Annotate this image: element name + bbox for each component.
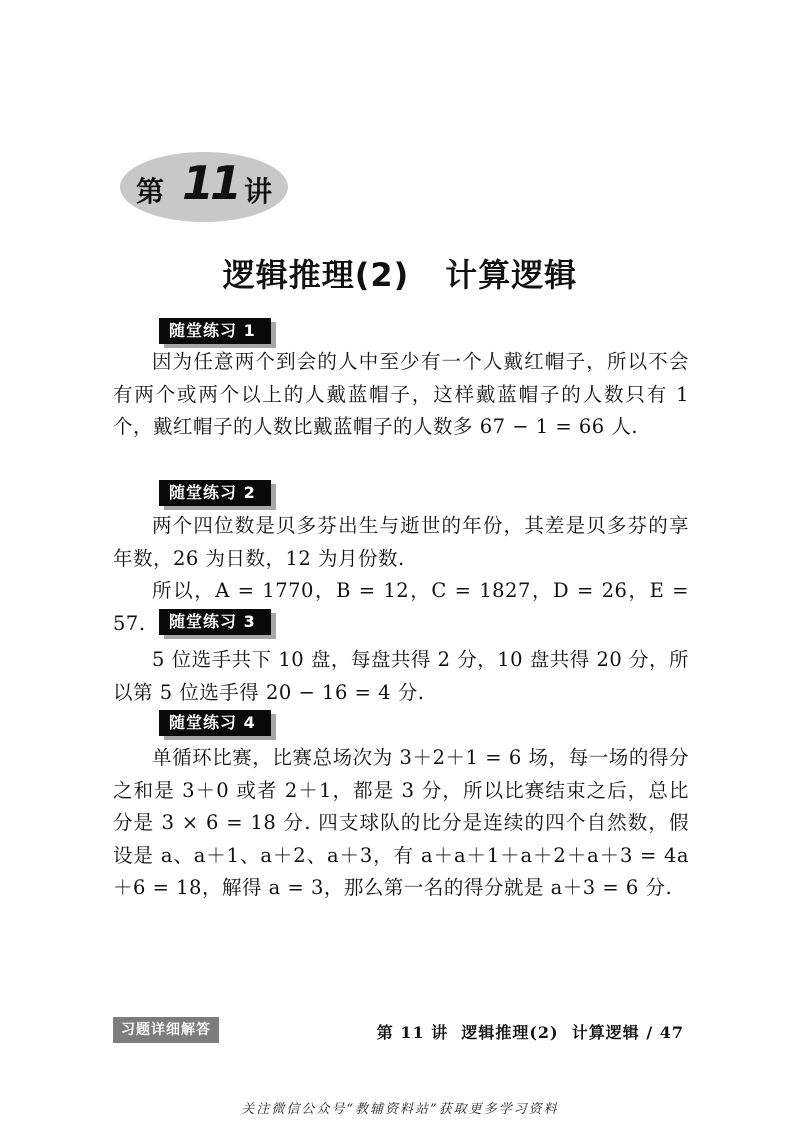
footer-label: 习题详细解答 — [113, 1017, 219, 1043]
footer-page-info: 第 11 讲 逻辑推理(2) 计算逻辑 / 47 — [376, 1023, 684, 1042]
section-label-3: 随堂练习 3 — [159, 609, 271, 635]
page-title-part1: 逻辑推理(2) — [222, 256, 410, 294]
lecture-number-badge — [120, 152, 288, 222]
paragraph: 所以，A = 1770，B = 12，C = 1827，D = 26，E = 57. — [113, 579, 689, 635]
section-body-3 — [113, 644, 689, 709]
section-label-1: 随堂练习 1 — [159, 318, 271, 344]
lecture-prefix: 第 — [136, 175, 165, 208]
paragraph: 5 位选手共下 10 盘，每盘共得 2 分，10 盘共得 20 分，所以第 5 位选手得 20 − 16 = 4 分. — [113, 648, 689, 704]
paragraph: 单循环比赛，比赛总场次为 3＋2＋1 = 6 场，每一场的得分之和是 3＋0 或者 2＋1，都是 3 分，所以比赛结束之后，总比分是 3 × 6 = 18 分. 四支球队的比分是连续的四个自然数，假设是 a、a＋1、a＋2、a＋3，有 a＋a＋1＋a＋2＋a＋3 = 4a＋6 = 18，解得 a = 3，那么第一名的得分就是 a＋3 = 6 分. — [113, 746, 689, 899]
page-title-part2: 计算逻辑 — [445, 256, 578, 294]
paragraph: 两个四位数是贝多芬出生与逝世的年份，其差是贝多芬的享年数，26 为日数，12 为月份数. — [113, 514, 689, 570]
lecture-suffix: 讲 — [244, 175, 273, 208]
page-title — [0, 250, 800, 296]
section-body-1 — [113, 346, 689, 444]
paragraph: 因为任意两个到会的人中至少有一个人戴红帽子，所以不会有两个或两个以上的人戴蓝帽子，这样戴蓝帽子的人数只有 1 个，戴红帽子的人数比戴蓝帽子的人数多 67 − 1 = 66 人. — [113, 350, 689, 438]
section-label-4: 随堂练习 4 — [159, 710, 271, 736]
section-label-2: 随堂练习 2 — [159, 480, 271, 506]
section-body-4 — [113, 742, 689, 905]
bottom-note: 关注微信公众号“教辅资料站”获取更多学习资料 — [241, 1102, 559, 1117]
lecture-number: 11 — [182, 156, 239, 210]
